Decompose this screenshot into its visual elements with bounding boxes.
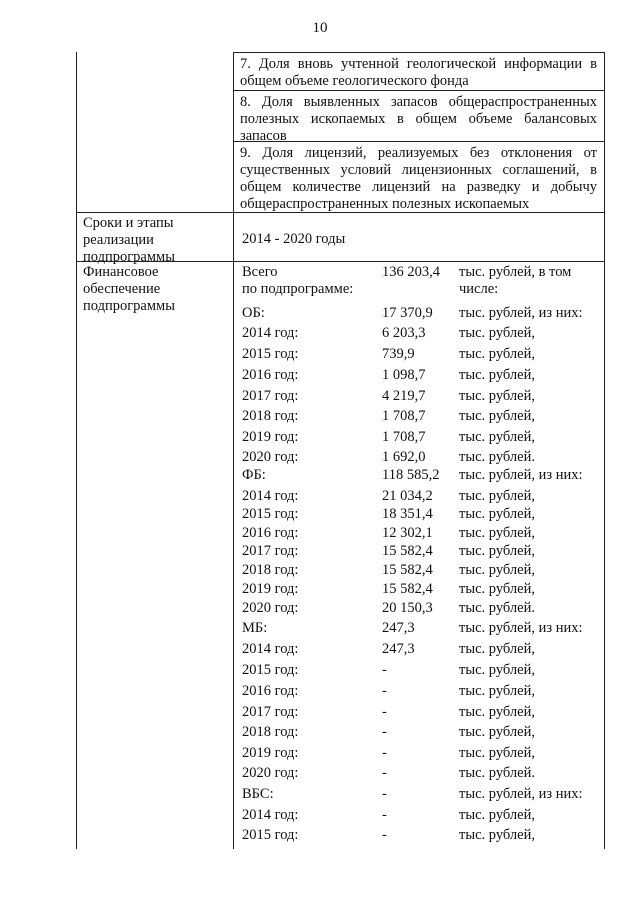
finance-row-amount: 4 219,7 — [382, 388, 426, 404]
finance-row-amount: - — [382, 683, 387, 699]
finance-row-unit: тыс. рублей, — [459, 807, 535, 823]
finance-row-amount: 1 708,7 — [382, 429, 426, 445]
finance-row-label: 2020 год: — [242, 600, 299, 616]
finance-row-amount: 17 370,9 — [382, 305, 433, 321]
finance-label — [83, 264, 228, 315]
finance-row-amount: 20 150,3 — [382, 600, 433, 616]
finance-row-label: ОБ: — [242, 305, 265, 321]
finance-row-amount: 739,9 — [382, 346, 415, 362]
finance-row-unit: тыс. рублей, — [459, 683, 535, 699]
finance-row-label: 2016 год: — [242, 683, 299, 699]
finance-row-label: 2014 год: — [242, 641, 299, 657]
finance-row-label: 2015 год: — [242, 346, 299, 362]
table-right-border — [604, 52, 605, 849]
finance-row-unit: тыс. рублей. — [459, 765, 535, 781]
finance-total-amount: 136 203,4 — [382, 264, 440, 280]
finance-row-label: 2015 год: — [242, 662, 299, 678]
terms-value: 2014 - 2020 годы — [242, 231, 346, 247]
table-left-border — [76, 52, 77, 849]
finance-row-amount: 247,3 — [382, 620, 415, 636]
indicator-item — [240, 94, 597, 145]
finance-row-amount: 21 034,2 — [382, 488, 433, 504]
finance-row-label: 2014 год: — [242, 807, 299, 823]
finance-row-label: 2014 год: — [242, 488, 299, 504]
finance-label-line: подпрограммы — [83, 298, 175, 314]
finance-row-unit: тыс. рублей, — [459, 388, 535, 404]
indicator-line: 8. Доля выявленных запасов общераспространенных — [240, 94, 597, 110]
indicator-line: запасов — [240, 128, 287, 144]
finance-row-unit: тыс. рублей, — [459, 543, 535, 559]
terms-label — [83, 215, 228, 266]
finance-row-unit: тыс. рублей, — [459, 562, 535, 578]
finance-row-amount: - — [382, 724, 387, 740]
finance-total-label-line: Всего — [242, 264, 278, 280]
indicator-item — [240, 56, 597, 90]
finance-total-unit-line: числе: — [459, 281, 499, 297]
terms-label-line: реализации — [83, 232, 154, 248]
finance-row-amount: - — [382, 745, 387, 761]
page-number: 10 — [312, 20, 328, 36]
finance-row-label: 2020 год: — [242, 765, 299, 781]
indicator-item — [240, 145, 597, 213]
indicator-line: общем объеме геологического фонда — [240, 73, 469, 89]
terms-label-line: Сроки и этапы — [83, 215, 174, 231]
finance-row-unit: тыс. рублей, — [459, 506, 535, 522]
finance-row-amount: 15 582,4 — [382, 543, 433, 559]
finance-row-label: 2019 год: — [242, 581, 299, 597]
finance-row-unit: тыс. рублей, — [459, 367, 535, 383]
finance-row-amount: 1 708,7 — [382, 408, 426, 424]
finance-row-label: 2017 год: — [242, 543, 299, 559]
finance-row-label: 2018 год: — [242, 408, 299, 424]
finance-row-amount: - — [382, 662, 387, 678]
finance-row-amount: 6 203,3 — [382, 325, 426, 341]
finance-row-label: ВБС: — [242, 786, 274, 802]
finance-row-amount: 15 582,4 — [382, 562, 433, 578]
indicator-line: 7. Доля вновь учтенной геологической информации в — [240, 56, 597, 72]
finance-row-unit: тыс. рублей, — [459, 408, 535, 424]
indicator-line: 9. Доля лицензий, реализуемых без отклонения от — [240, 145, 597, 161]
finance-row-amount: 1 692,0 — [382, 449, 426, 465]
indicator-line: существенных условий лицензионных соглашений, в — [240, 162, 597, 178]
finance-row-unit: тыс. рублей, — [459, 525, 535, 541]
finance-row-unit: тыс. рублей, — [459, 662, 535, 678]
terms-label-line: подпрограммы — [83, 249, 175, 265]
finance-row-label: 2015 год: — [242, 506, 299, 522]
row-divider — [233, 90, 605, 91]
finance-row-unit: тыс. рублей, — [459, 346, 535, 362]
finance-label-line: обеспечение — [83, 281, 161, 297]
finance-row-label: 2014 год: — [242, 325, 299, 341]
finance-row-unit: тыс. рублей, — [459, 325, 535, 341]
indicator-line: полезных ископаемых в общем объеме балансовых — [240, 111, 597, 127]
finance-row-unit: тыс. рублей, — [459, 488, 535, 504]
table-top-border — [233, 52, 605, 53]
finance-total-unit-line: тыс. рублей, в том — [459, 264, 572, 280]
finance-row-unit: тыс. рублей. — [459, 449, 535, 465]
finance-row-unit: тыс. рублей, — [459, 581, 535, 597]
finance-row-amount: 247,3 — [382, 641, 415, 657]
finance-total-unit — [459, 264, 571, 298]
finance-row-amount: 118 585,2 — [382, 467, 440, 483]
finance-row-amount: 1 098,7 — [382, 367, 426, 383]
finance-row-label: 2020 год: — [242, 449, 299, 465]
finance-row-unit: тыс. рублей, — [459, 745, 535, 761]
finance-label-line: Финансовое — [83, 264, 159, 280]
finance-row-amount: 15 582,4 — [382, 581, 433, 597]
finance-row-amount: 12 302,1 — [382, 525, 433, 541]
finance-row-label: 2019 год: — [242, 429, 299, 445]
finance-row-label: 2016 год: — [242, 367, 299, 383]
finance-row-label: 2015 год: — [242, 827, 299, 843]
finance-row-label: 2019 год: — [242, 745, 299, 761]
finance-row-unit: тыс. рублей, из них: — [459, 305, 583, 321]
finance-row-label: 2017 год: — [242, 704, 299, 720]
finance-row-label: 2016 год: — [242, 525, 299, 541]
indicator-line: общераспространенных полезных ископаемых — [240, 196, 530, 212]
finance-row-unit: тыс. рублей, из них: — [459, 467, 583, 483]
finance-row-amount: - — [382, 786, 387, 802]
finance-total-label-line: по подпрограмме: — [242, 281, 354, 297]
table-column-divider — [233, 52, 234, 849]
finance-row-unit: тыс. рублей, — [459, 429, 535, 445]
finance-row-unit: тыс. рублей, — [459, 827, 535, 843]
finance-total-label — [242, 264, 353, 298]
finance-row-amount: - — [382, 807, 387, 823]
finance-row-unit: тыс. рублей, из них: — [459, 786, 583, 802]
finance-row-amount: - — [382, 765, 387, 781]
finance-row-label: МБ: — [242, 620, 268, 636]
finance-row-unit: тыс. рублей, — [459, 724, 535, 740]
finance-row-unit: тыс. рублей, — [459, 641, 535, 657]
finance-row-label: 2017 год: — [242, 388, 299, 404]
finance-row-unit: тыс. рублей, — [459, 704, 535, 720]
finance-row-unit: тыс. рублей, из них: — [459, 620, 583, 636]
finance-row-label: 2018 год: — [242, 562, 299, 578]
finance-row-amount: - — [382, 827, 387, 843]
finance-row-label: 2018 год: — [242, 724, 299, 740]
finance-row-label: ФБ: — [242, 467, 266, 483]
indicator-line: общем количестве лицензий на разведку и добычу — [240, 179, 597, 195]
finance-row-amount: 18 351,4 — [382, 506, 433, 522]
finance-row-unit: тыс. рублей. — [459, 600, 535, 616]
finance-row-amount: - — [382, 704, 387, 720]
